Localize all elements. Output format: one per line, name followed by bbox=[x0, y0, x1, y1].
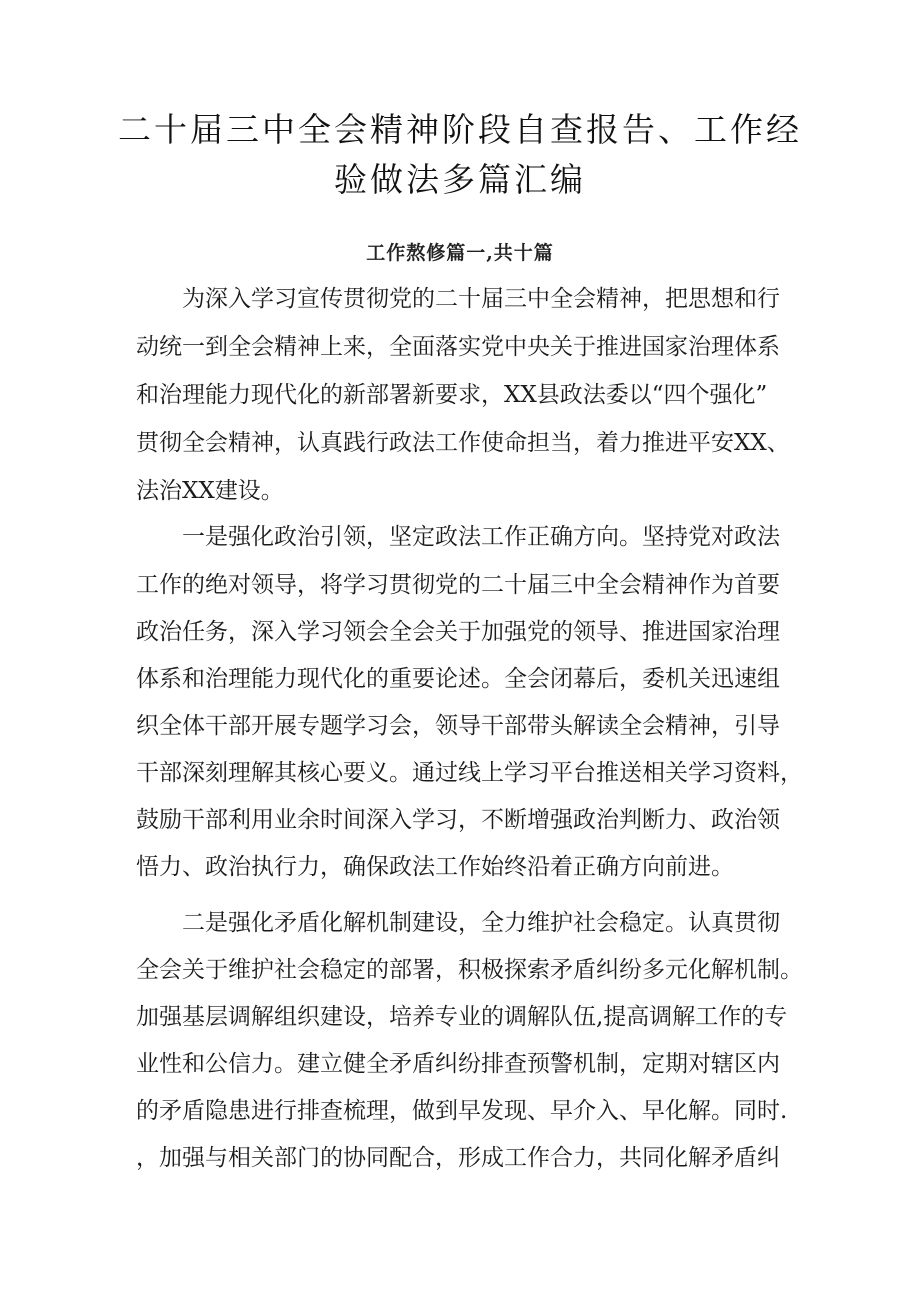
body-line: 工作的绝对领导，将学习贯彻党的二十届三中全会精神作为首要 bbox=[136, 572, 780, 598]
body-line: 体系和治理能力现代化的重要论述。全会闭幕后，委机关迅速组 bbox=[136, 666, 780, 692]
body-line: 业性和公信力。建立健全矛盾纠纷排查预警机制，定期对辖区内 bbox=[136, 1051, 780, 1077]
body-line: 悟力、政治执行力，确保政法工作始终沿着正确方向前进。 bbox=[136, 854, 734, 880]
body-line: 一是强化政治引领，坚定政法工作正确方向。坚持党对政法 bbox=[182, 524, 780, 550]
body-line: 干部深刻理解其核心要义。通过线上学习平台推送相关学习资料， bbox=[136, 760, 803, 786]
body-line: 的矛盾隐患进行排查梳理，做到早发现、早介入、早化解。同时. bbox=[136, 1098, 788, 1124]
document-title-line-2: 验做法多篇汇编 bbox=[334, 160, 586, 199]
body-line: 法治XX建设。 bbox=[136, 478, 284, 504]
body-line: 鼓励干部利用业余时间深入学习，不断增强政治判断力、政治领 bbox=[136, 807, 780, 833]
body-line: 贯彻全会精神，认真践行政法工作使命担当，着力推进平安XX、 bbox=[136, 430, 790, 456]
body-line: 为深入学习宣传贯彻党的二十届三中全会精神，把思想和行 bbox=[182, 286, 780, 312]
document-title-line-1: 二十届三中全会精神阶段自查报告、工作经 bbox=[118, 110, 802, 149]
body-line: ，加强与相关部门的协同配合，形成工作合力，共同化解矛盾纠 bbox=[136, 1145, 780, 1171]
body-line: 全会关于维护社会稳定的部署，积极探索矛盾纠纷多元化解机制。 bbox=[136, 957, 803, 983]
body-line: 动统一到全会精神上来，全面落实党中央关于推进国家治理体系 bbox=[136, 334, 780, 360]
body-line: 和治理能力现代化的新部署新要求，XX县政法委以“四个强化” bbox=[136, 382, 768, 408]
body-line: 政治任务，深入学习领会全会关于加强党的领导、推进国家治理 bbox=[136, 619, 780, 645]
document-subtitle: 工作熬修篇一,共十篇 bbox=[366, 242, 554, 264]
body-line: 二是强化矛盾化解机制建设，全力维护社会稳定。认真贯彻 bbox=[182, 910, 780, 936]
body-line: 织全体干部开展专题学习会，领导干部带头解读全会精神，引导 bbox=[136, 713, 780, 739]
body-line: 加强基层调解组织建设，培养专业的调解队伍,提高调解工作的专 bbox=[136, 1004, 788, 1030]
